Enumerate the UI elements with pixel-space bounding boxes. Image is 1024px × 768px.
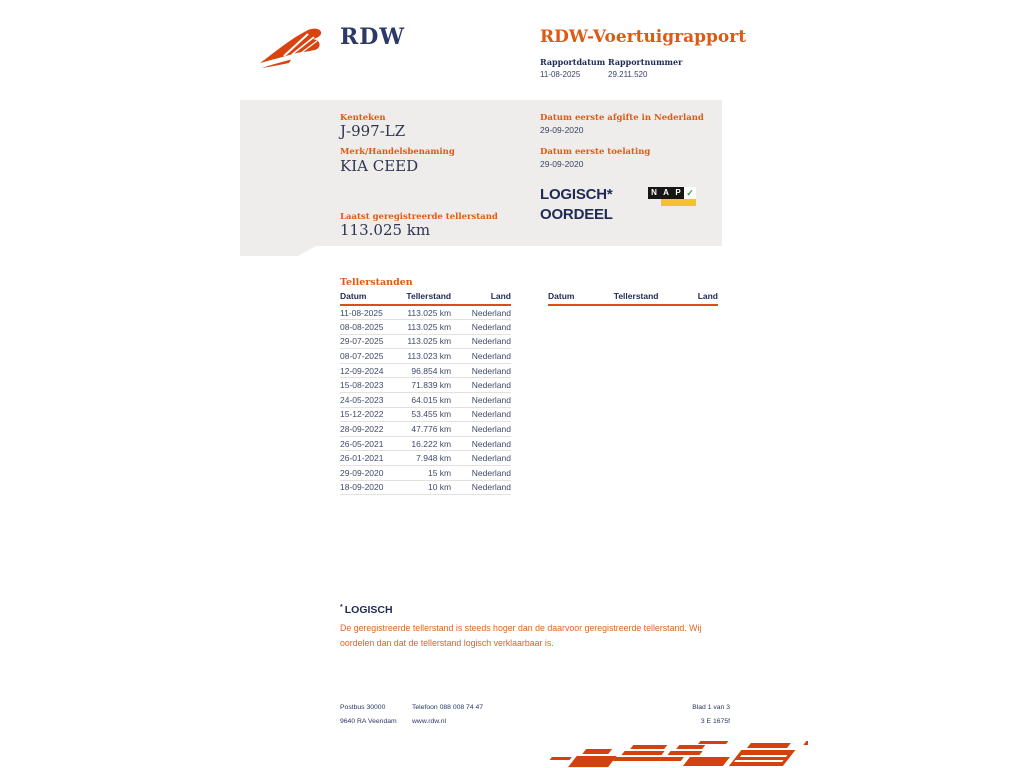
cell-datum: 15-08-2023 bbox=[340, 378, 405, 393]
cell-land: Nederland bbox=[451, 305, 511, 320]
cell-land: Nederland bbox=[451, 436, 511, 451]
cell-tellerstand: 71.839 km bbox=[405, 378, 451, 393]
footer-address-line1: Postbus 30000 bbox=[340, 704, 386, 711]
cell-land: Nederland bbox=[451, 334, 511, 349]
footer-address-line2: 9640 RA Veendam bbox=[340, 718, 397, 725]
toelating-value: 29-09-2020 bbox=[540, 159, 584, 169]
cell-land: Nederland bbox=[451, 363, 511, 378]
table-row bbox=[340, 378, 511, 393]
column-header-datum: Datum bbox=[548, 291, 613, 305]
nap-letter-n: N bbox=[648, 187, 660, 199]
cell-datum: 29-09-2020 bbox=[340, 466, 405, 481]
column-header-land: Land bbox=[451, 291, 511, 305]
column-header-land: Land bbox=[658, 291, 718, 305]
footer-form-code: 3 E 1675f bbox=[700, 718, 730, 725]
footer-page-info bbox=[600, 701, 730, 729]
rdw-logo-text: RDW bbox=[340, 24, 406, 50]
footer-website[interactable]: www.rdw.nl bbox=[412, 718, 446, 725]
report-number-label: Rapportnummer bbox=[608, 57, 683, 67]
report-date-value: 11-08-2025 bbox=[540, 70, 581, 79]
panel-bottom-notch bbox=[298, 246, 722, 256]
table-row bbox=[340, 305, 511, 320]
cell-datum: 11-08-2025 bbox=[340, 305, 405, 320]
cell-datum: 29-07-2025 bbox=[340, 334, 405, 349]
odometer-table-right bbox=[548, 291, 718, 306]
cell-tellerstand: 113.025 km bbox=[405, 334, 451, 349]
merk-label: Merk/Handelsbenaming bbox=[340, 147, 455, 157]
table-row bbox=[340, 422, 511, 437]
footer-address bbox=[340, 701, 397, 729]
cell-datum: 12-09-2024 bbox=[340, 363, 405, 378]
table-row bbox=[340, 436, 511, 451]
table-row bbox=[340, 334, 511, 349]
cell-tellerstand: 7.948 km bbox=[405, 451, 451, 466]
toelating-label: Datum eerste toelating bbox=[540, 147, 651, 157]
table-row bbox=[340, 466, 511, 481]
report-title: RDW-Voertuigrapport bbox=[540, 27, 747, 47]
cell-land: Nederland bbox=[451, 320, 511, 335]
cell-land: Nederland bbox=[451, 378, 511, 393]
vehicle-summary-panel bbox=[240, 100, 722, 256]
table-row bbox=[340, 393, 511, 408]
table-row bbox=[340, 363, 511, 378]
nap-logo bbox=[648, 186, 698, 208]
kenteken-label: Kenteken bbox=[340, 113, 386, 123]
cell-tellerstand: 16.222 km bbox=[405, 436, 451, 451]
footnote-asterisk: * bbox=[340, 604, 343, 611]
footer-phone: Telefoon 088 008 74 47 bbox=[412, 704, 484, 711]
logisch-footnote bbox=[340, 604, 732, 650]
cell-tellerstand: 113.025 km bbox=[405, 305, 451, 320]
cell-land: Nederland bbox=[451, 451, 511, 466]
table-header-row bbox=[340, 291, 511, 305]
report-number-value: 29.211.520 bbox=[608, 70, 648, 79]
table-row bbox=[340, 407, 511, 422]
cell-land: Nederland bbox=[451, 349, 511, 364]
cell-datum: 08-07-2025 bbox=[340, 349, 405, 364]
cell-datum: 18-09-2020 bbox=[340, 480, 405, 495]
rdw-logo-bird-icon bbox=[256, 26, 336, 72]
cell-datum: 26-01-2021 bbox=[340, 451, 405, 466]
cell-datum: 08-08-2025 bbox=[340, 320, 405, 335]
oordeel-verdict bbox=[540, 185, 613, 225]
tellerstand-value: 113.025 km bbox=[340, 221, 431, 239]
footer-contact bbox=[412, 701, 483, 729]
kenteken-value: J-997-LZ bbox=[340, 122, 406, 140]
table-row bbox=[340, 349, 511, 364]
cell-tellerstand: 64.015 km bbox=[405, 393, 451, 408]
footnote-title bbox=[340, 604, 732, 616]
column-header-tellerstand: Tellerstand bbox=[613, 291, 659, 305]
cell-datum: 28-09-2022 bbox=[340, 422, 405, 437]
afgifte-value: 29-09-2020 bbox=[540, 125, 584, 135]
tellerstanden-section-title: Tellerstanden bbox=[340, 277, 413, 288]
cell-land: Nederland bbox=[451, 480, 511, 495]
table-row bbox=[340, 480, 511, 495]
cell-land: Nederland bbox=[451, 466, 511, 481]
table-row bbox=[340, 320, 511, 335]
cell-datum: 26-05-2021 bbox=[340, 436, 405, 451]
odometer-table-left bbox=[340, 291, 511, 495]
cell-datum: 24-05-2023 bbox=[340, 393, 405, 408]
cell-tellerstand: 10 km bbox=[405, 480, 451, 495]
oordeel-line1: LOGISCH* bbox=[540, 186, 613, 203]
footnote-title-text: LOGISCH bbox=[344, 604, 393, 616]
report-date-label: Rapportdatum bbox=[540, 57, 606, 67]
cell-land: Nederland bbox=[451, 393, 511, 408]
cell-tellerstand: 47.776 km bbox=[405, 422, 451, 437]
cell-datum: 15-12-2022 bbox=[340, 407, 405, 422]
cell-land: Nederland bbox=[451, 407, 511, 422]
rdw-stripes-graphic bbox=[540, 739, 808, 768]
column-header-tellerstand: Tellerstand bbox=[405, 291, 451, 305]
table-header-row bbox=[548, 291, 718, 305]
footnote-text: De geregistreerde tellerstand is steeds hoger dan de daarvoor geregistreerde tellerstand. Wij oordelen dan dat de tellerstand logisch verklaarbaar is. bbox=[340, 623, 702, 648]
column-header-datum: Datum bbox=[340, 291, 405, 305]
tellerstand-label: Laatst geregistreerde tellerstand bbox=[340, 212, 498, 222]
cell-tellerstand: 15 km bbox=[405, 466, 451, 481]
cell-land: Nederland bbox=[451, 422, 511, 437]
cell-tellerstand: 113.023 km bbox=[405, 349, 451, 364]
nap-check-icon: ✓ bbox=[684, 187, 696, 199]
footer-page-indicator: Blad 1 van 3 bbox=[692, 704, 730, 711]
cell-tellerstand: 53.455 km bbox=[405, 407, 451, 422]
nap-letter-p: P bbox=[672, 187, 684, 199]
afgifte-label: Datum eerste afgifte in Nederland bbox=[540, 113, 704, 123]
merk-value: KIA CEED bbox=[340, 157, 419, 175]
table-row bbox=[340, 451, 511, 466]
oordeel-line2: OORDEEL bbox=[540, 206, 613, 223]
cell-tellerstand: 96.854 km bbox=[405, 363, 451, 378]
cell-tellerstand: 113.025 km bbox=[405, 320, 451, 335]
nap-letter-a: A bbox=[660, 187, 672, 199]
